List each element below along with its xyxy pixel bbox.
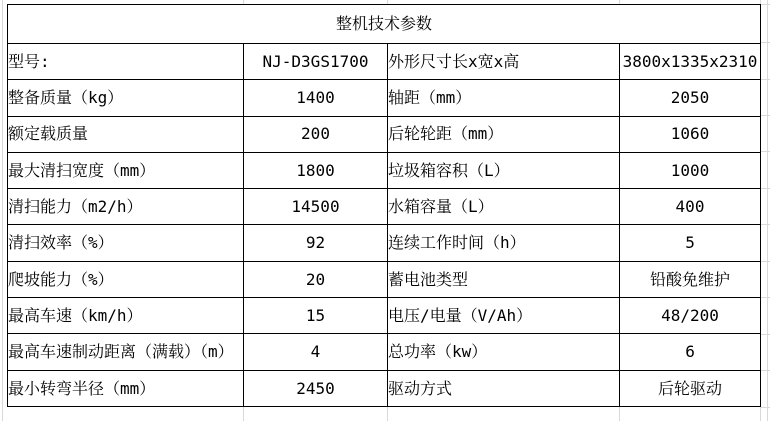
spec-value: 1400	[244, 80, 388, 116]
table-row	[8, 370, 761, 406]
spec-value: 铅酸免维护	[620, 261, 761, 297]
gridline-vertical	[767, 0, 768, 421]
spec-label: 后轮轮距（mm）	[388, 116, 620, 152]
gridline-horizontal	[760, 151, 770, 152]
spec-value: 200	[244, 116, 388, 152]
table-row	[8, 116, 761, 152]
table-row	[8, 189, 761, 225]
gridline-horizontal	[760, 297, 770, 298]
spec-label: 水箱容量（L）	[388, 189, 620, 225]
gridline-horizontal	[760, 334, 770, 335]
spec-label: 连续工作时间（h）	[388, 225, 620, 261]
spec-label: 最大清扫宽度（mm）	[8, 152, 244, 188]
spec-label: 垃圾箱容积（L）	[388, 152, 620, 188]
spec-value: 6	[620, 334, 761, 370]
gridline-vertical	[619, 407, 620, 421]
table-title-row	[8, 5, 761, 44]
gridline-horizontal	[760, 407, 770, 408]
spec-value: 48/200	[620, 298, 761, 334]
table-title: 整机技术参数	[8, 5, 761, 44]
spec-label: 蓄电池类型	[388, 261, 620, 297]
spec-value: 2450	[244, 370, 388, 406]
gridline-horizontal	[760, 79, 770, 80]
gridline-horizontal	[760, 115, 770, 116]
gridline-vertical	[387, 407, 388, 421]
spec-value: 20	[244, 261, 388, 297]
gridline-horizontal	[760, 4, 770, 5]
spec-label: 型号:	[8, 44, 244, 80]
table-row	[8, 80, 761, 116]
spec-value: 4	[244, 334, 388, 370]
spec-label: 外形尺寸长x宽x高	[388, 44, 620, 80]
spec-value: 400	[620, 189, 761, 225]
spec-label: 额定载质量	[8, 116, 244, 152]
spec-value: 1800	[244, 152, 388, 188]
table-row	[8, 44, 761, 80]
gridline-horizontal	[760, 188, 770, 189]
spec-table	[7, 4, 761, 407]
spec-label: 清扫效率（%）	[8, 225, 244, 261]
spec-value: 后轮驱动	[620, 370, 761, 406]
gridline-horizontal	[760, 261, 770, 262]
spec-value: 3800x1335x2310	[620, 44, 761, 80]
spec-value: 92	[244, 225, 388, 261]
spec-label: 爬坡能力（%）	[8, 261, 244, 297]
spec-value: NJ-D3GS1700	[244, 44, 388, 80]
gridline-horizontal	[760, 42, 770, 43]
gridline-horizontal	[760, 370, 770, 371]
spec-label: 总功率（kw）	[388, 334, 620, 370]
spec-label: 最高车速（km/h）	[8, 298, 244, 334]
gridline-vertical	[2, 0, 3, 421]
spec-value: 2050	[620, 80, 761, 116]
table-row	[8, 261, 761, 297]
spec-value: 15	[244, 298, 388, 334]
spec-table-body	[8, 5, 761, 407]
spec-value: 1000	[620, 152, 761, 188]
spec-value: 1060	[620, 116, 761, 152]
spec-label: 电压/电量（V/Ah）	[388, 298, 620, 334]
spec-label: 最小转弯半径（mm）	[8, 370, 244, 406]
gridline-vertical	[243, 407, 244, 421]
spec-label: 清扫能力（m2/h）	[8, 189, 244, 225]
spec-label: 驱动方式	[388, 370, 620, 406]
spec-value: 14500	[244, 189, 388, 225]
spec-value: 5	[620, 225, 761, 261]
table-row	[8, 334, 761, 370]
gridline-horizontal	[760, 224, 770, 225]
table-row	[8, 298, 761, 334]
spec-label: 轴距（mm）	[388, 80, 620, 116]
table-row	[8, 225, 761, 261]
spec-label: 最高车速制动距离（满载）（m）	[8, 334, 244, 370]
spec-label: 整备质量（kg）	[8, 80, 244, 116]
table-row	[8, 152, 761, 188]
gridline-vertical	[760, 407, 761, 421]
